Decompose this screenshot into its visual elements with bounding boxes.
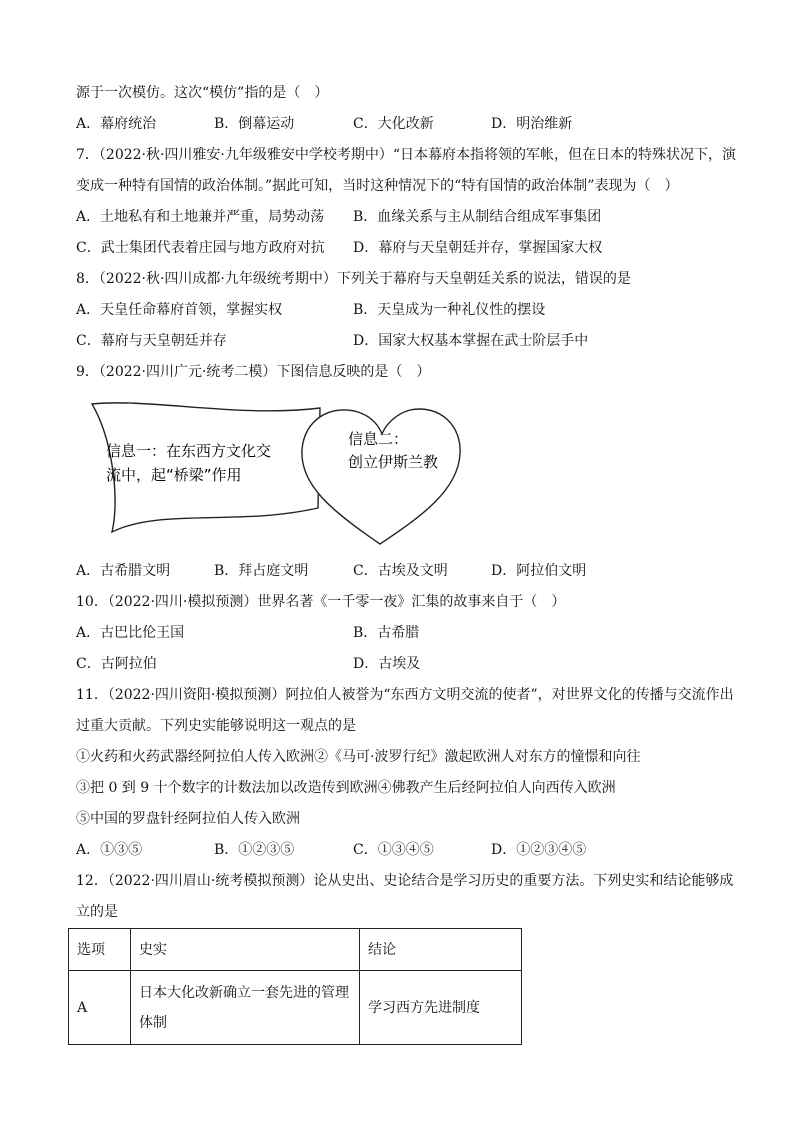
info2-line2: 创立伊斯兰教 — [348, 453, 439, 471]
table-cell-fact — [131, 971, 360, 1045]
q6-option-b: B．倒幕运动 — [214, 116, 295, 132]
q6-option-d: D．明治维新 — [491, 116, 573, 132]
q8-option-b: B．天皇成为一种礼仪性的摆设 — [353, 302, 546, 318]
question-11-stem-line1: 11．（2022·四川资阳·模拟预测）阿拉伯人被誉为“东西方文明交流的使者”，对世界文化的传播与交流作出 — [76, 687, 734, 703]
q10-option-a: A．古巴比伦王国 — [76, 625, 185, 641]
question-6-stem: 源于一次模仿。这次“模仿”指的是（ ） — [76, 85, 329, 101]
question-9-stem: 9．（2022·四川广元·统考二模）下图信息反映的是（ ） — [76, 364, 431, 380]
q11-option-c: C．①③④⑤ — [353, 842, 434, 858]
question-11-item-line3: ⑤中国的罗盘针经阿拉伯人传入欧洲 — [76, 811, 300, 827]
q7-option-d: D．幕府与天皇朝廷并存，掌握国家大权 — [353, 240, 603, 256]
question-11-stem-line2: 过重大贡献。下列史实能够说明这一观点的是 — [76, 718, 356, 734]
table-header-fact: 史实 — [131, 929, 360, 971]
table-cell-fact-line2: 体制 — [139, 1014, 167, 1031]
table-cell-fact-line1: 日本大化改新确立一套先进的管理 — [139, 984, 349, 1001]
question-12-stem-line1: 12．（2022·四川眉山·统考模拟预测）论从史出、史论结合是学习历史的重要方法。下列史实和结论能够成 — [76, 873, 734, 889]
question-7-stem-line1: 7．（2022·秋·四川雅安·九年级雅安中学校考期中）“日本幕府本指将领的军帐，但在日本的特殊状况下，演 — [76, 147, 737, 163]
q11-option-a: A．①③⑤ — [76, 842, 143, 858]
q7-option-b: B．血缘关系与主从制结合组成军事集团 — [353, 209, 602, 225]
q8-option-a: A．天皇任命幕府首领，掌握实权 — [76, 302, 283, 318]
q10-option-d: D．古埃及 — [353, 656, 421, 672]
question-7-stem-line2: 变成一种特有国情的政治体制。”据此可知，当时这种情况下的“特有国情的政治体制”表现为（ ） — [76, 178, 679, 194]
question-10-stem: 10．（2022·四川·模拟预测）世界名著《一千零一夜》汇集的故事来自于（ ） — [76, 594, 566, 610]
question-11-item-line1: ①火药和火药武器经阿拉伯人传入欧洲②《马可·波罗行纪》激起欧洲人对东方的憧憬和向往 — [76, 749, 641, 765]
table-header-conclusion: 结论 — [360, 929, 522, 971]
q11-option-b: B．①②③⑤ — [214, 842, 295, 858]
q10-option-b: B．古希腊 — [353, 625, 420, 641]
q6-option-c: C．大化改新 — [353, 116, 434, 132]
table-header-option: 选项 — [69, 929, 131, 971]
q9-option-b: B．拜占庭文明 — [214, 563, 309, 579]
q7-option-c: C．武士集团代表着庄园与地方政府对抗 — [76, 240, 325, 256]
q6-option-a: A．幕府统治 — [76, 116, 157, 132]
question-8-stem: 8．（2022·秋·四川成都·九年级统考期中）下列关于幕府与天皇朝廷关系的说法，错误的是 — [76, 271, 631, 287]
q9-option-a: A．古希腊文明 — [76, 563, 171, 579]
q11-option-d: D．①②③④⑤ — [491, 842, 587, 858]
q9-option-d: D．阿拉伯文明 — [491, 563, 587, 579]
question-11-item-line2: ③把 0 到 9 十个数字的计数法加以改造传到欧洲④佛教产生后经阿拉伯人向西传入欧洲 — [76, 780, 616, 796]
question-12-stem-line2: 立的是 — [76, 904, 118, 920]
q8-option-d: D．国家大权基本掌握在武士阶层手中 — [353, 333, 589, 349]
q12-table — [68, 928, 522, 1045]
q8-option-c: C．幕府与天皇朝廷并存 — [76, 333, 227, 349]
info-figure — [90, 398, 470, 546]
info1-line2: 流中，起“桥梁”作用 — [106, 466, 242, 484]
table-row — [69, 971, 522, 1045]
info1-line1: 信息一：在东西方文化交 — [106, 442, 272, 460]
q9-option-c: C．古埃及文明 — [353, 563, 448, 579]
q10-option-c: C．古阿拉伯 — [76, 656, 157, 672]
table-cell-option: A — [69, 971, 131, 1045]
table-header-row — [69, 929, 522, 971]
table-cell-conclusion: 学习西方先进制度 — [360, 971, 522, 1045]
q7-option-a: A．土地私有和土地兼并严重，局势动荡 — [76, 209, 325, 225]
info2-line1: 信息二： — [348, 430, 409, 448]
